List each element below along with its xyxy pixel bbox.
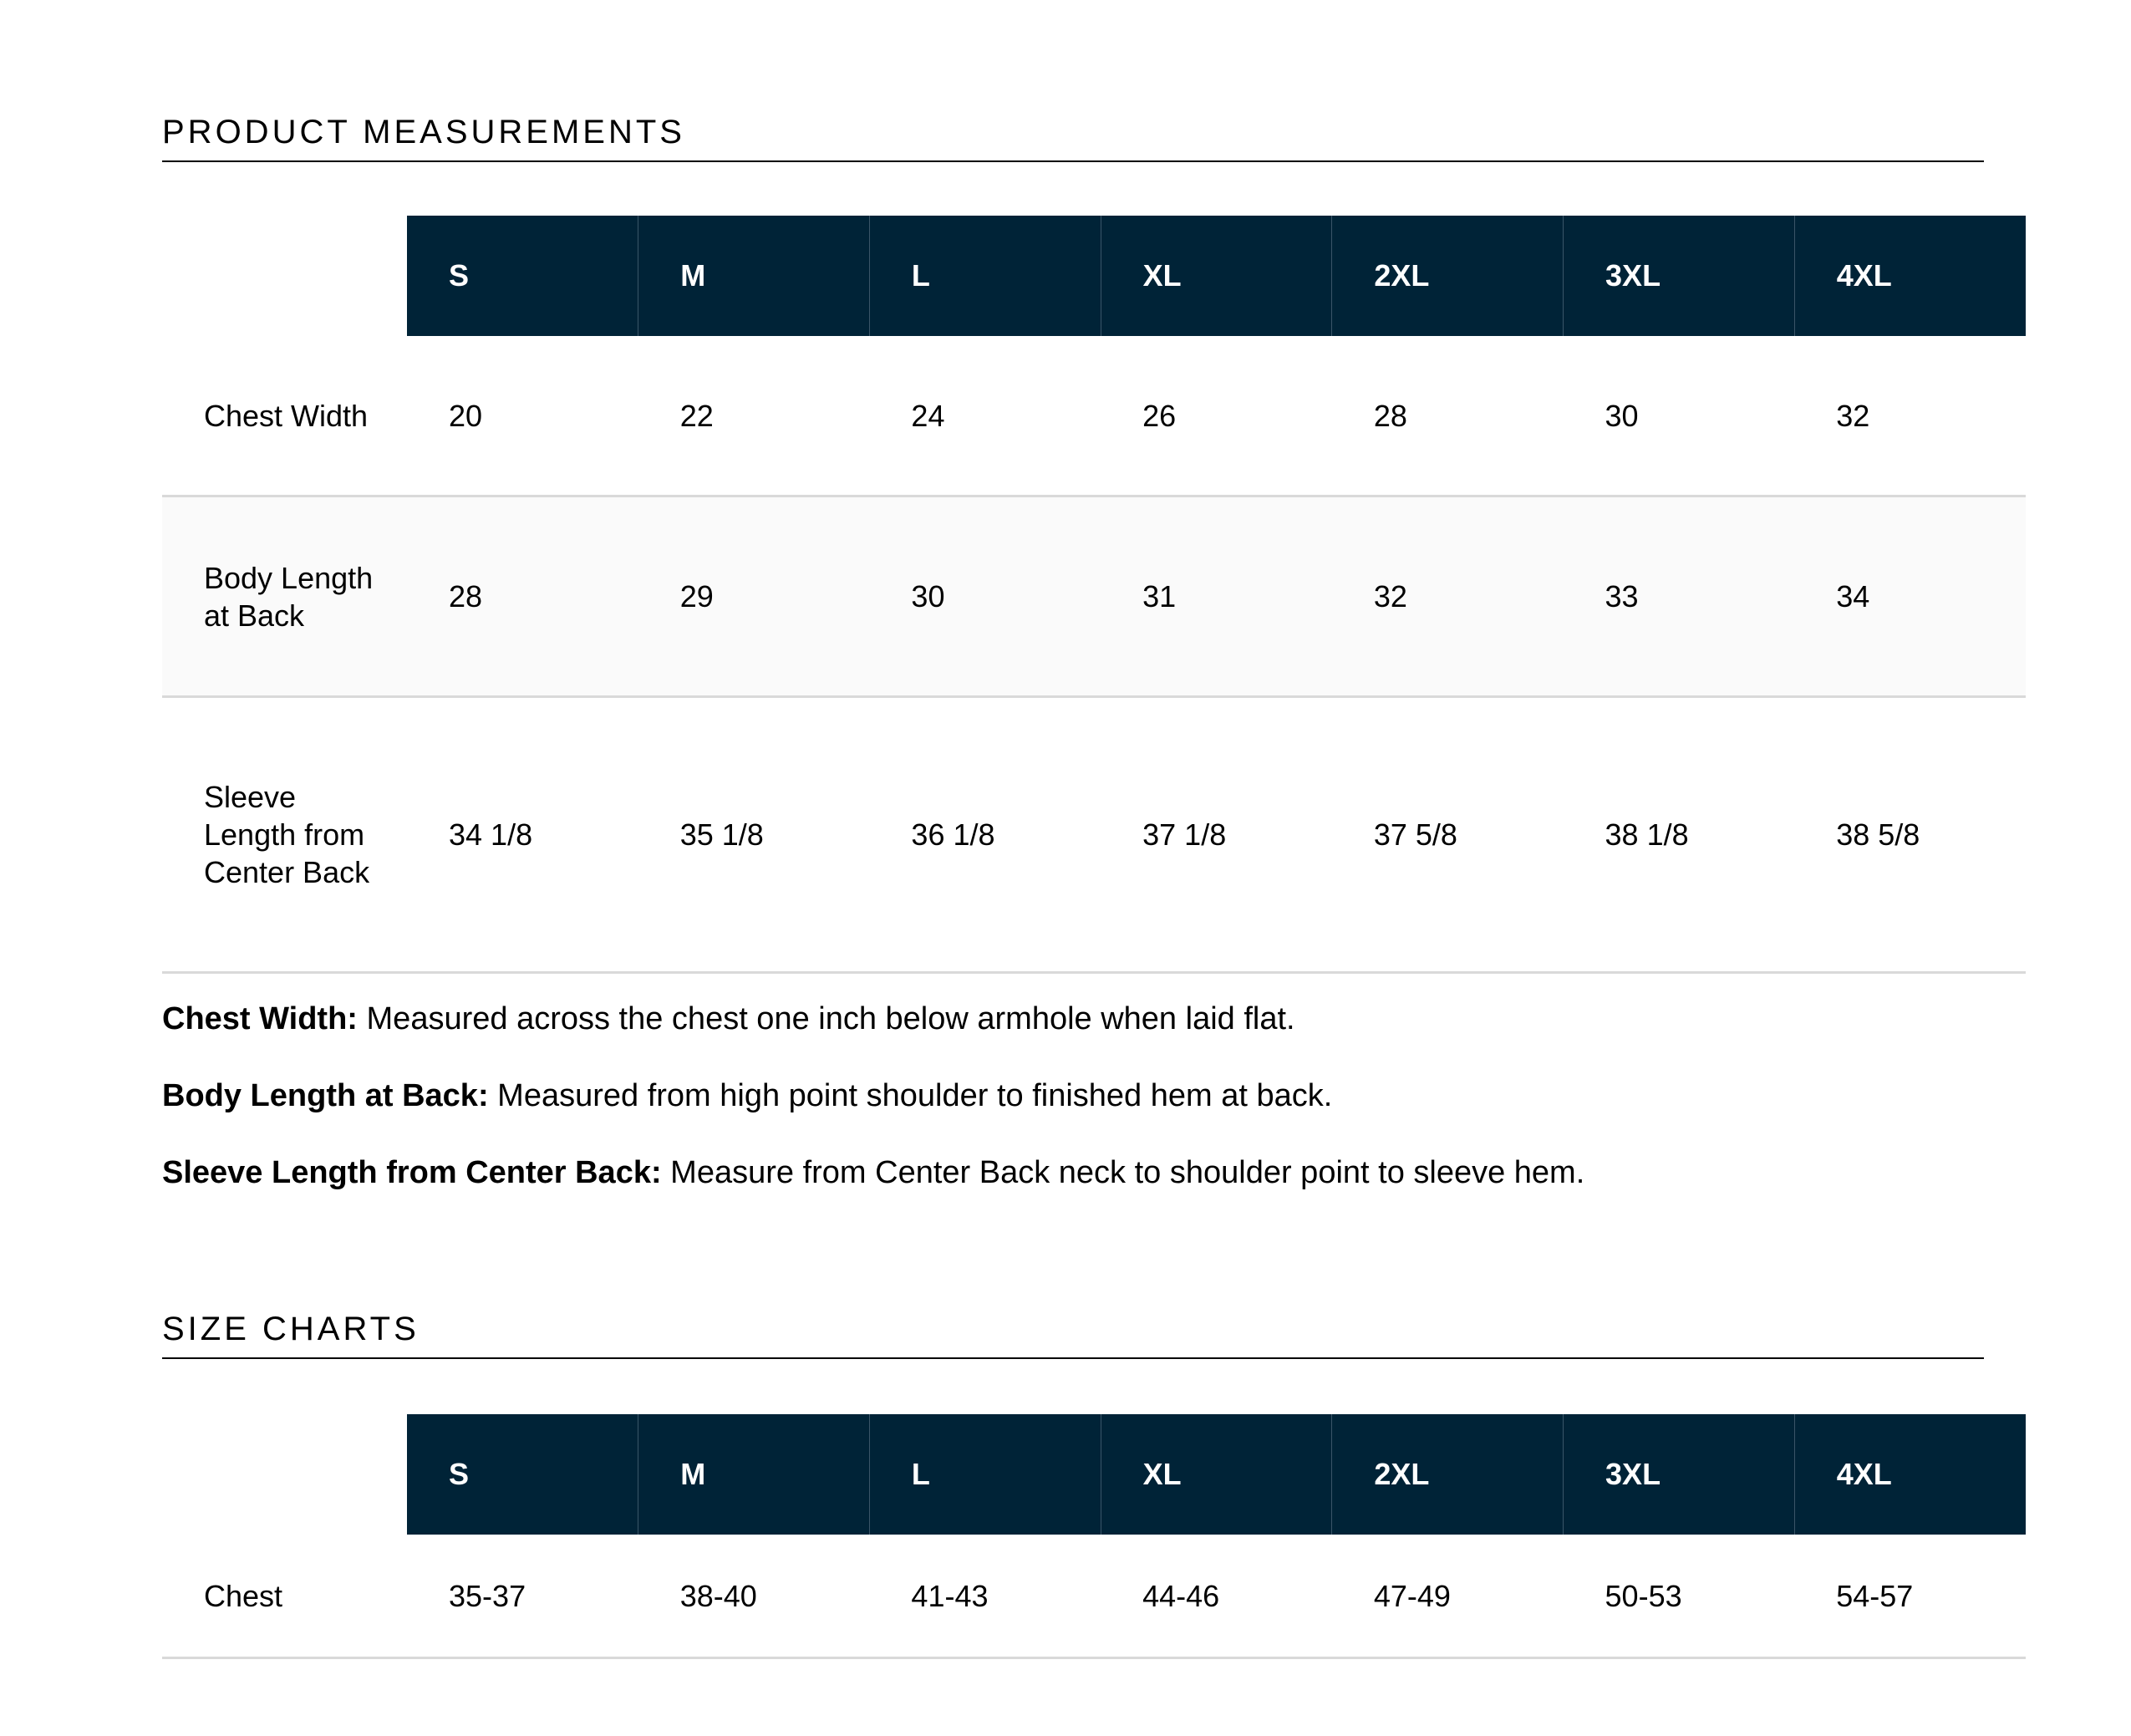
table-cell: 33 xyxy=(1564,496,1795,697)
header-corner xyxy=(162,216,407,336)
size-header-4xl: 4XL xyxy=(1794,216,2026,336)
table-cell: 26 xyxy=(1101,336,1332,496)
table-cell: 28 xyxy=(1332,336,1564,496)
table-cell: 38 1/8 xyxy=(1564,697,1795,973)
size-header-m: M xyxy=(638,216,870,336)
table-row-chest xyxy=(162,1535,2026,1658)
table-cell: 29 xyxy=(638,496,870,697)
table-cell: 41-43 xyxy=(869,1535,1101,1658)
table-row-sleeve-length xyxy=(162,697,2026,973)
table-cell: 32 xyxy=(1794,336,2026,496)
product-measurements-table xyxy=(162,216,2026,974)
table-cell: 34 1/8 xyxy=(407,697,638,973)
table-row-chest-width xyxy=(162,336,2026,496)
table-cell: 37 1/8 xyxy=(1101,697,1332,973)
table-cell: 32 xyxy=(1332,496,1564,697)
note-text: Measure from Center Back neck to shoulder point to sleeve hem. xyxy=(670,1155,1585,1190)
size-header-2xl: 2XL xyxy=(1332,1414,1564,1535)
size-charts-title: SIZE CHARTS xyxy=(162,1309,1984,1359)
size-charts-table xyxy=(162,1414,2026,1659)
size-header-xl: XL xyxy=(1101,216,1332,336)
size-header-row xyxy=(162,216,2026,336)
note-term: Sleeve Length from Center Back: xyxy=(162,1155,662,1190)
table-cell: 37 5/8 xyxy=(1332,697,1564,973)
table-cell: 47-49 xyxy=(1332,1535,1564,1658)
table-cell: 36 1/8 xyxy=(869,697,1101,973)
product-measurements-title: PRODUCT MEASUREMENTS xyxy=(162,112,1984,162)
table-cell: 50-53 xyxy=(1564,1535,1795,1658)
note-text: Measured from high point shoulder to finished hem at back. xyxy=(497,1078,1333,1113)
table-cell: 30 xyxy=(869,496,1101,697)
table-cell: 44-46 xyxy=(1101,1535,1332,1658)
size-header-3xl: 3XL xyxy=(1564,1414,1795,1535)
size-header-2xl: 2XL xyxy=(1332,216,1564,336)
size-header-s: S xyxy=(407,216,638,336)
measurement-notes xyxy=(162,1000,2001,1230)
table-row-body-length xyxy=(162,496,2026,697)
size-header-s: S xyxy=(407,1414,638,1535)
product-measurements-table-wrap xyxy=(162,216,2026,974)
size-header-3xl: 3XL xyxy=(1564,216,1795,336)
note-term: Body Length at Back: xyxy=(162,1078,489,1113)
note-sleeve-length xyxy=(162,1153,2001,1192)
size-header-m: M xyxy=(638,1414,870,1535)
row-label: Body Length at Back xyxy=(162,496,407,697)
table-cell: 22 xyxy=(638,336,870,496)
header-corner xyxy=(162,1414,407,1535)
table-cell: 34 xyxy=(1794,496,2026,697)
table-cell: 24 xyxy=(869,336,1101,496)
row-label: Chest xyxy=(162,1535,407,1658)
table-cell: 38-40 xyxy=(638,1535,870,1658)
table-cell: 35-37 xyxy=(407,1535,638,1658)
size-header-l: L xyxy=(869,216,1101,336)
table-cell: 35 1/8 xyxy=(638,697,870,973)
size-header-row xyxy=(162,1414,2026,1535)
table-cell: 38 5/8 xyxy=(1794,697,2026,973)
size-header-4xl: 4XL xyxy=(1794,1414,2026,1535)
table-cell: 31 xyxy=(1101,496,1332,697)
row-label: Sleeve Length from Center Back xyxy=(162,697,407,973)
size-charts-table-wrap xyxy=(162,1414,2026,1659)
table-cell: 54-57 xyxy=(1794,1535,2026,1658)
row-label: Chest Width xyxy=(162,336,407,496)
table-cell: 28 xyxy=(407,496,638,697)
note-text: Measured across the chest one inch below armhole when laid flat. xyxy=(366,1001,1295,1036)
table-cell: 30 xyxy=(1564,336,1795,496)
note-body-length xyxy=(162,1077,2001,1115)
size-header-l: L xyxy=(869,1414,1101,1535)
note-chest-width xyxy=(162,1000,2001,1038)
table-cell: 20 xyxy=(407,336,638,496)
note-term: Chest Width: xyxy=(162,1001,358,1036)
size-header-xl: XL xyxy=(1101,1414,1332,1535)
